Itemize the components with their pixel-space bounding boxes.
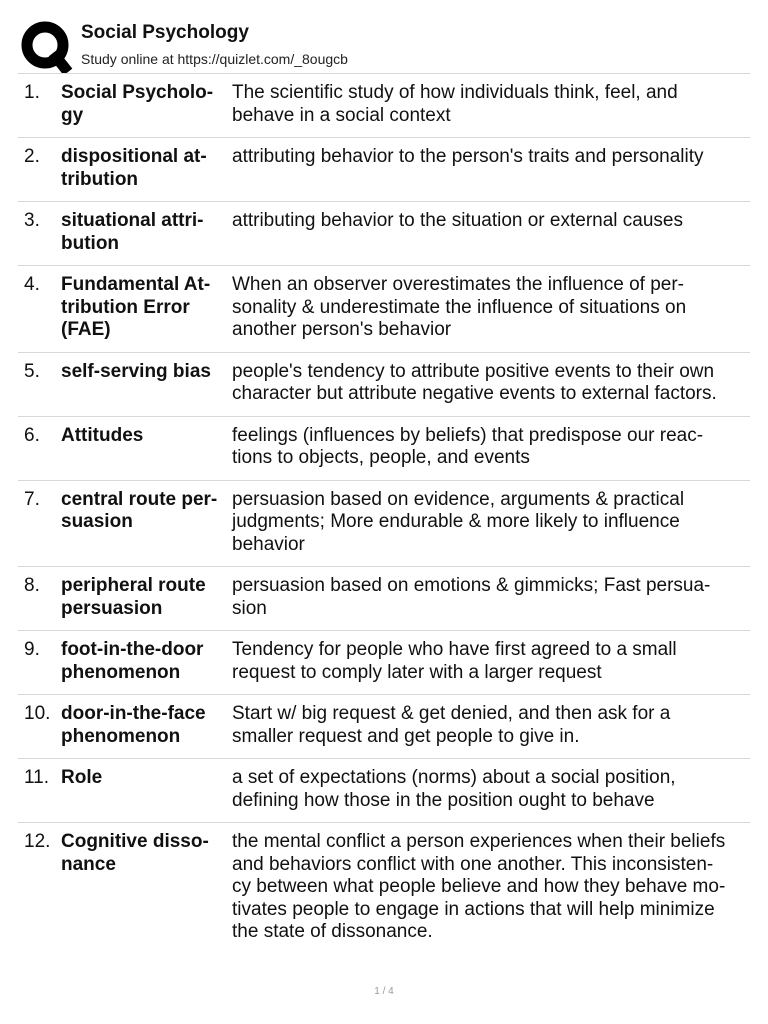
term-row	[18, 567, 750, 631]
term-text: central route per- suasion	[61, 488, 218, 532]
term-row	[18, 695, 750, 759]
definition-text: persuasion based on emotions & gimmicks; Fast persua- sion	[232, 575, 711, 619]
definition-text: Tendency for people who have first agreed to a small request to comply later with a larger request	[232, 639, 677, 683]
flashcard-list	[18, 74, 750, 954]
term-text: door-in-the-face phenomenon	[61, 703, 206, 747]
term-number: 5.	[24, 360, 40, 382]
term-row	[18, 759, 750, 823]
term-number: 10.	[24, 703, 51, 724]
term-number: 7.	[24, 488, 40, 510]
definition-text: Start w/ big request & get denied, and then ask for a smaller request and get people to give in.	[232, 703, 671, 747]
term-text: Social Psycholo- gy	[61, 82, 214, 126]
term-text: foot-in-the-door phenomenon	[61, 639, 204, 683]
term-text: self-serving bias	[61, 360, 211, 382]
term-number: 4.	[24, 274, 40, 295]
definition-text: When an observer overestimates the influence of per- sonality & underestimate the influence of situations on another person's behavior	[232, 274, 687, 340]
term-text: Cognitive disso- nance	[61, 831, 209, 875]
term-text: Attitudes	[61, 424, 144, 446]
definition-text: attributing behavior to the person's traits and personality	[232, 146, 704, 167]
document-header	[20, 18, 750, 74]
term-row	[18, 202, 750, 266]
term-row	[18, 631, 750, 695]
term-number: 3.	[24, 210, 40, 231]
definition-text: the mental conflict a person experiences when their beliefs and behaviors conflict with one another. This inconsisten- cy between what people believe and how they behave mo- tivates people to engage in actions that will help minimize the state of dissonance.	[232, 831, 726, 942]
term-row	[18, 353, 750, 417]
term-number: 1.	[24, 82, 40, 103]
term-row	[18, 266, 750, 353]
definition-text: attributing behavior to the situation or external causes	[232, 210, 683, 231]
term-row	[18, 823, 750, 954]
term-number: 11.	[24, 767, 50, 788]
definition-text: people's tendency to attribute positive events to their own character but attribute negative events to external factors.	[232, 360, 717, 404]
document-title: Social Psychology	[81, 22, 249, 43]
term-text: Fundamental At- tribution Error (FAE)	[61, 274, 211, 340]
term-row	[18, 417, 750, 481]
term-text: peripheral route persuasion	[61, 575, 206, 619]
term-number: 12.	[24, 831, 51, 852]
definition-text: feelings (influences by beliefs) that predispose our reac- tions to objects, people, and events	[232, 424, 704, 468]
definition-text: The scientific study of how individuals think, feel, and behave in a social context	[232, 82, 678, 126]
term-row	[18, 74, 750, 138]
term-text: Role	[61, 767, 103, 788]
term-text: dispositional at- tribution	[61, 146, 207, 190]
term-text: situational attri- bution	[61, 210, 204, 254]
term-number: 8.	[24, 575, 40, 596]
definition-text: persuasion based on evidence, arguments & practical judgments; More endurable & more likely to influence behavior	[232, 488, 685, 555]
term-row	[18, 138, 750, 202]
document-subtitle: Study online at https://quizlet.com/_8ougcb	[81, 51, 348, 67]
term-number: 2.	[24, 146, 40, 167]
term-row	[18, 481, 750, 568]
term-number: 6.	[24, 424, 40, 446]
quizlet-logo-icon	[20, 20, 74, 74]
page-number: 1 / 4	[374, 986, 394, 997]
definition-text: a set of expectations (norms) about a social position, defining how those in the position ought to behave	[232, 767, 676, 811]
term-number: 9.	[24, 639, 40, 660]
